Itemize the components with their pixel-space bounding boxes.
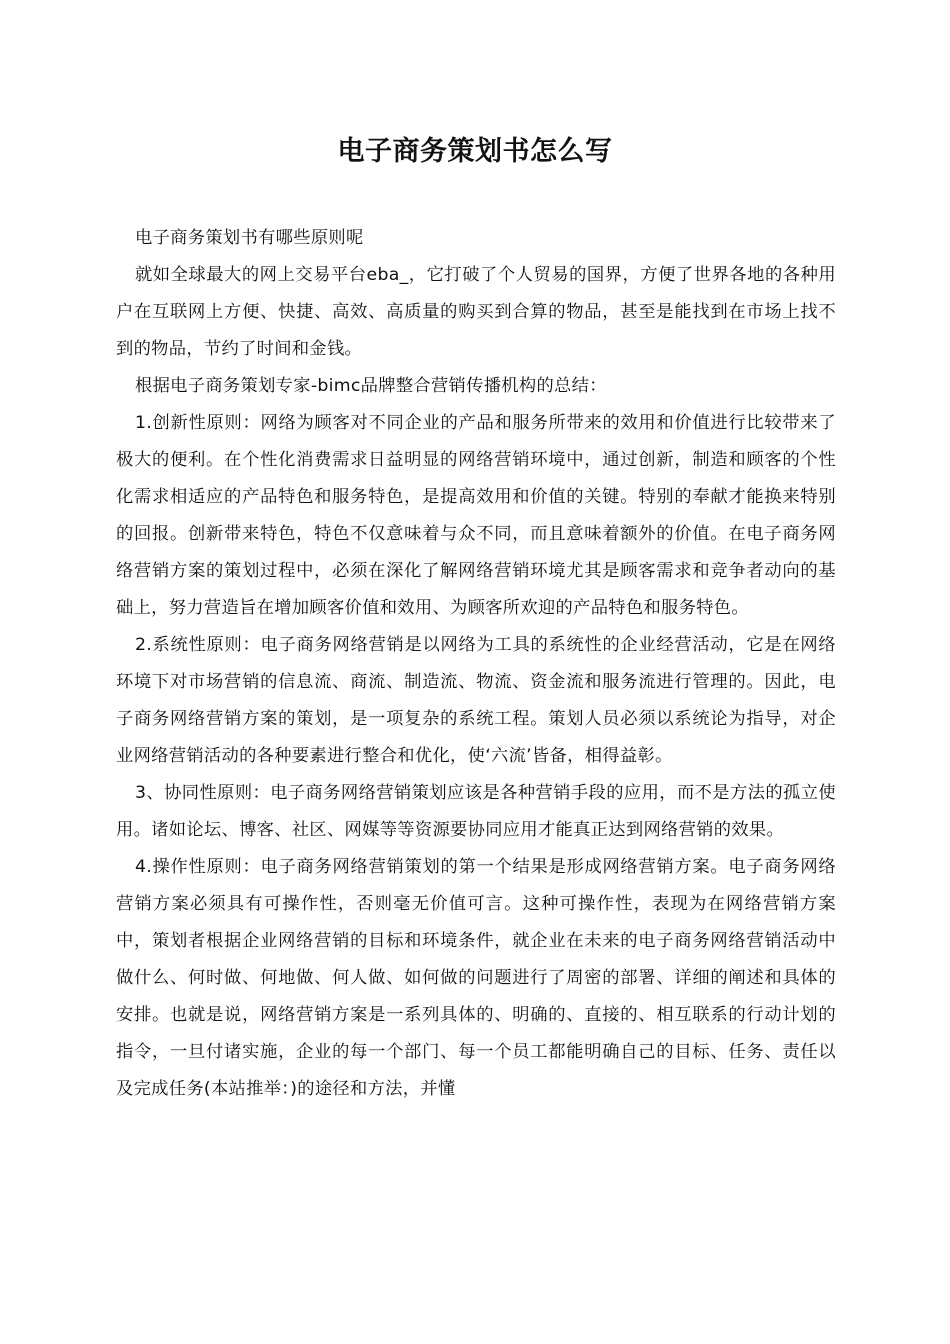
document-title: 电子商务策划书怎么写: [337, 136, 613, 167]
document-body: [116, 220, 836, 1108]
paragraph-ebay-example: 就如全球最大的网上交易平台eba_，它打破了个人贸易的国界，方便了世界各地的各种用户在互联网上方便、快捷、高效、高质量的购买到合算的物品，甚至是能找到在市场上找不到的物品，节约了时间和金钱。: [116, 265, 836, 359]
paragraph-summary-lead: 根据电子商务策划专家-bimc品牌整合营销传播机构的总结：: [135, 376, 607, 396]
paragraph-system-principle: 2.系统性原则：电子商务网络营销是以网络为工具的系统性的企业经营活动，它是在网络环境下对市场营销的信息流、商流、制造流、物流、资金流和服务流进行管理的。因此，电子商务网络营销方案的策划，是一项复杂的系统工程。策划人员必须以系统论为指导，对企业网络营销活动的各种要素进行整合和优化，使‘六流’皆备，相得益彰。: [116, 635, 836, 766]
paragraph-intro-question: 电子商务策划书有哪些原则呢: [135, 228, 364, 248]
paragraph-innovation-principle: 1.创新性原则：网络为顾客对不同企业的产品和服务所带来的效用和价值进行比较带来了极大的便利。在个性化消费需求日益明显的网络营销环境中，通过创新，制造和顾客的个性化需求相适应的产品特色和服务特色，是提高效用和价值的关键。特别的奉献才能换来特别的回报。创新带来特色，特色不仅意味着与众不同，而且意味着额外的价值。在电子商务网络营销方案的策划过程中，必须在深化了解网络营销环境尤其是顾客需求和竞争者动向的基础上，努力营造旨在增加顾客价值和效用、为顾客所欢迎的产品特色和服务特色。: [116, 413, 836, 618]
paragraph-synergy-principle: 3、协同性原则：电子商务网络营销策划应该是各种营销手段的应用，而不是方法的孤立使用。诸如论坛、博客、社区、网媒等等资源要协同应用才能真正达到网络营销的效果。: [116, 783, 836, 840]
paragraph-operability-principle: 4.操作性原则：电子商务网络营销策划的第一个结果是形成网络营销方案。电子商务网络营销方案必须具有可操作性，否则毫无价值可言。这种可操作性，表现为在网络营销方案中，策划者根据企业网络营销的目标和环境条件，就企业在未来的电子商务网络营销活动中做什么、何时做、何地做、何人做、如何做的问题进行了周密的部署、详细的阐述和具体的安排。也就是说，网络营销方案是一系列具体的、明确的、直接的、相互联系的行动计划的指令，一旦付诸实施，企业的每一个部门、每一个员工都能明确自己的目标、任务、责任以及完成任务(本站推举：)的途径和方法，并懂: [116, 857, 836, 1099]
